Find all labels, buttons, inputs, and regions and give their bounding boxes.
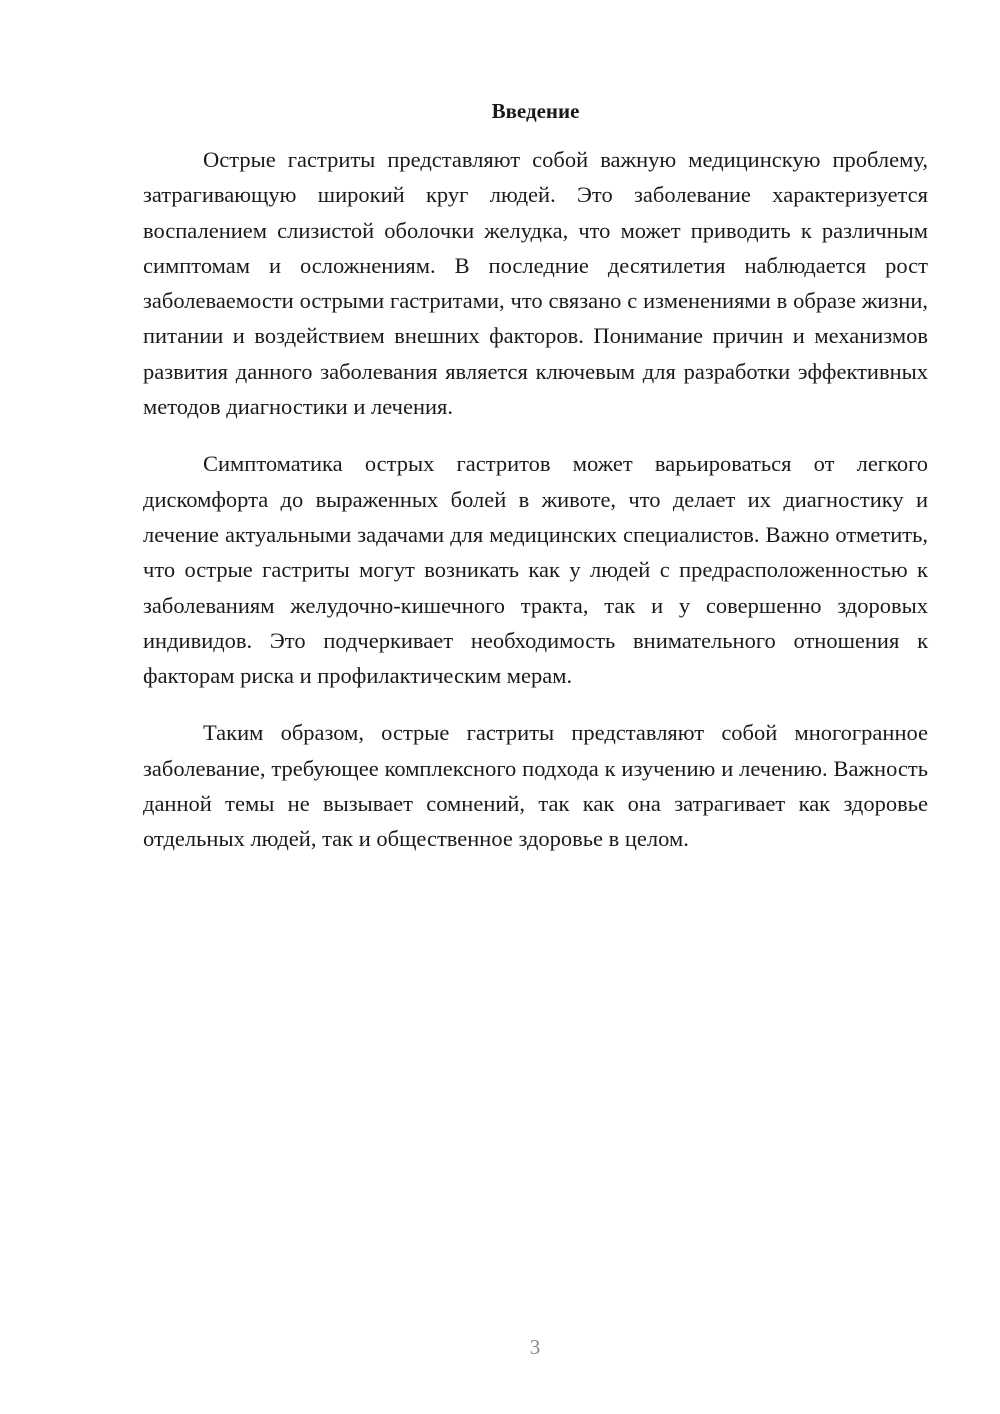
paragraph-1: Острые гастриты представляют собой важную медицинскую проблему, затрагивающую широкий круг людей. Это заболевание характеризуется воспалением слизистой оболочки желудка, что может приводить к различным симптомам и осложнениям. В последние десятилетия наблюдается рост заболеваемости острыми гастритами, что связано с изменениями в образе жизни, питании и воздействием внешних факторов. Понимание причин и механизмов развития данного заболевания является ключевым для разработки эффективных методов диагностики и лечения. — [143, 147, 928, 420]
page-number: 3 — [529, 1335, 541, 1359]
section-heading: Введение — [491, 99, 580, 123]
page-content — [143, 96, 928, 879]
paragraph-2: Симптоматика острых гастритов может варьироваться от легкого дискомфорта до выраженных болей в животе, что делает их диагностику и лечение актуальными задачами для медицинских специалистов. Важно отметить, что острые гастриты могут возникать как у людей с предрасположенностью к заболеваниям желудочно-кишечного тракта, так и у совершенно здоровых индивидов. Это подчеркивает необходимость внимательного отношения к факторам риска и профилактическим мерам. — [143, 451, 928, 689]
paragraph-3: Таким образом, острые гастриты представляют собой многогранное заболевание, требующее комплексного подхода к изучению и лечению. Важность данной темы не вызывает сомнений, так как она затрагивает как здоровье отдельных людей, так и общественное здоровье в целом. — [143, 720, 928, 852]
